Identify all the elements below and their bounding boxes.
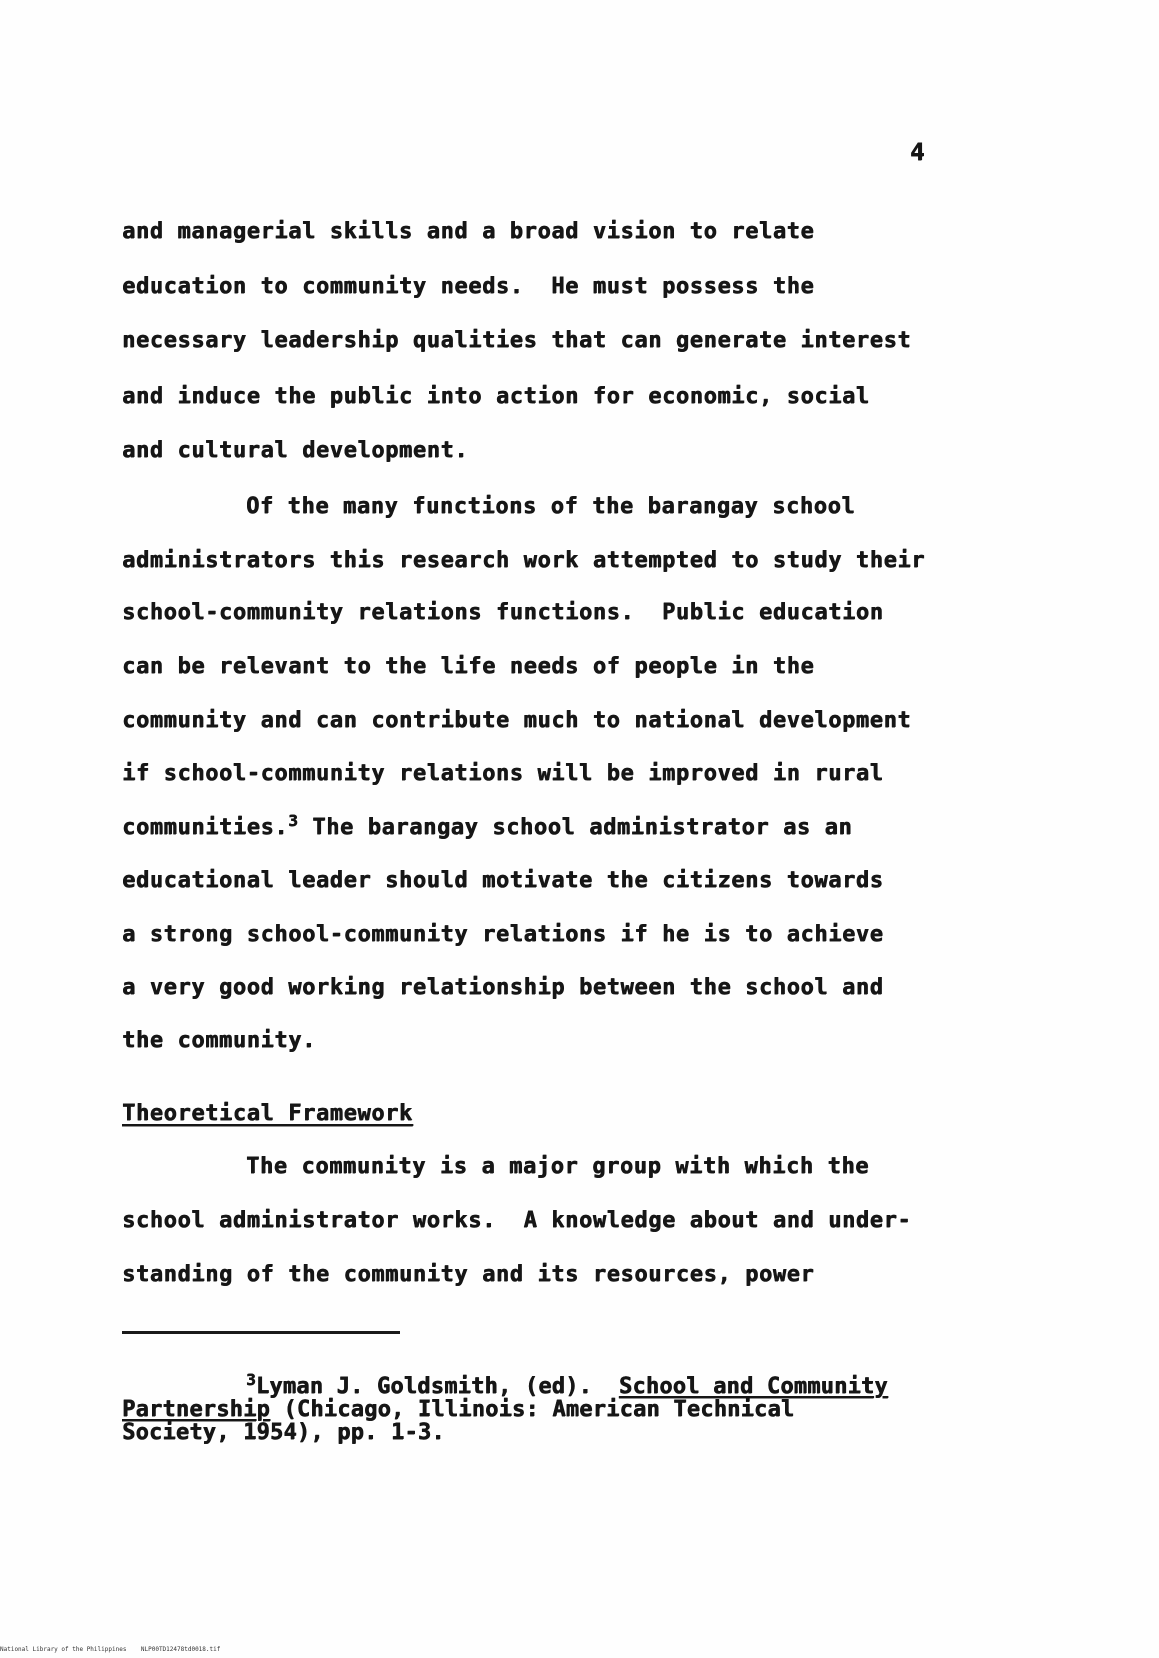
text-line: school administrator works. A knowledge about and under- [122, 1208, 912, 1233]
footnote-line [246, 1370, 888, 1399]
text-line: the community. [122, 1028, 316, 1053]
footnote-title-cont: Partnership [122, 1397, 270, 1422]
footnote-publisher: (Chicago, Illinois: American Technical [269, 1397, 795, 1422]
text-segment: communities. [122, 815, 289, 840]
text-line: school-community relations functions. Public education [122, 600, 884, 625]
text-line: if school-community relations will be improved in rural [122, 761, 884, 786]
paragraph-indent-line: Of the many functions of the barangay school [246, 494, 856, 519]
archive-caption: National Library of the Philippines NLP00TD12478td0018.tif [0, 1646, 221, 1653]
footnote-title: School and Community [618, 1374, 888, 1399]
footnote-line [122, 1399, 794, 1421]
text-line: can be relevant to the life needs of people in the [122, 654, 815, 679]
paragraph-indent-line: The community is a major group with which the [246, 1154, 870, 1179]
footnote-reference: 3 [288, 811, 299, 830]
text-line-with-footnote-ref [122, 811, 853, 840]
footnote-author: Lyman J. Goldsmith, (ed). [255, 1374, 592, 1399]
footnote-separator [122, 1331, 400, 1334]
text-segment: The barangay school administrator as an [298, 815, 853, 840]
text-line: and managerial skills and a broad vision to relate [122, 219, 815, 244]
text-line: community and can contribute much to national development [122, 708, 912, 733]
text-line: administrators this research work attempted to study their [122, 548, 926, 573]
text-line: necessary leadership qualities that can generate interest [122, 328, 912, 353]
text-line: a strong school-community relations if he is to achieve [122, 922, 884, 947]
text-line: and cultural development. [122, 438, 469, 463]
text-line: educational leader should motivate the citizens towards [122, 868, 884, 893]
footnote-line: Society, 1954), pp. 1-3. [122, 1420, 445, 1445]
text-line: education to community needs. He must possess the [122, 274, 815, 299]
footnote-marker: 3 [246, 1370, 256, 1389]
text-line: a very good working relationship between the school and [122, 975, 884, 1000]
text-line: and induce the public into action for economic, social [122, 384, 870, 409]
text-line: standing of the community and its resources, power [122, 1262, 815, 1287]
section-heading: Theoretical Framework [122, 1101, 413, 1126]
page-number: 4 [910, 138, 926, 166]
